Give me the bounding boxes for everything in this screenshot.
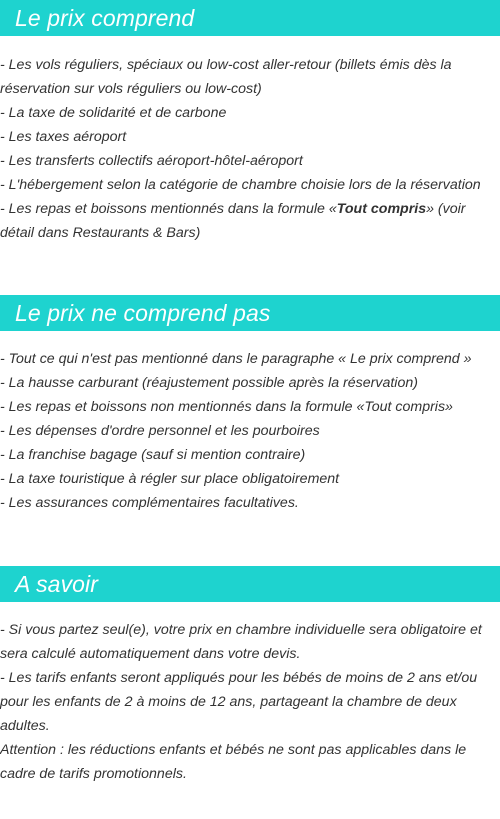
meals-prefix: - Les repas et boissons mentionnés dans la formule « xyxy=(0,201,337,217)
section-title-good-to-know: A savoir xyxy=(0,566,500,602)
list-item: - La taxe touristique à régler sur place obligatoirement xyxy=(0,471,340,487)
section-body-good-to-know xyxy=(0,618,500,786)
list-item: - Les vols réguliers, spéciaux ou low-cost aller-retour (billets émis dès la réservation sur vols réguliers ou low-cost) xyxy=(0,57,452,97)
list-item: - Tout ce qui n'est pas mentionné dans le paragraphe « Le prix comprend » xyxy=(0,351,472,367)
section-price-excludes xyxy=(0,295,500,515)
list-item: - Les repas et boissons non mentionnés dans la formule «Tout compris» xyxy=(0,399,453,415)
list-item: - Si vous partez seul(e), votre prix en chambre individuelle sera obligatoire et sera calculé automatiquement dans votre devis. xyxy=(0,622,482,662)
list-item: - Les taxes aéroport xyxy=(0,129,127,145)
list-item: - Les tarifs enfants seront appliqués pour les bébés de moins de 2 ans et/ou pour les enfants de 2 à moins de 12 ans, partageant la chambre de deux adultes. xyxy=(0,670,478,734)
list-item: Attention : les réductions enfants et bébés ne sont pas applicables dans le cadre de tarifs promotionnels. xyxy=(0,742,467,782)
list-item: - L'hébergement selon la catégorie de chambre choisie lors de la réservation xyxy=(0,177,481,193)
section-body-price-excludes xyxy=(0,347,500,515)
list-item: - La franchise bagage (sauf si mention contraire) xyxy=(0,447,306,463)
list-item: - La hausse carburant (réajustement possible après la réservation) xyxy=(0,375,418,391)
meals-suffix: » (voir détail dans Restaurants & Bars) xyxy=(0,201,466,241)
list-item: - Les dépenses d'ordre personnel et les pourboires xyxy=(0,423,320,439)
list-item: - La taxe de solidarité et de carbone xyxy=(0,105,227,121)
list-item: - Les assurances complémentaires facultatives. xyxy=(0,495,299,511)
section-title-price-includes: Le prix comprend xyxy=(0,0,500,36)
section-title-price-excludes: Le prix ne comprend pas xyxy=(0,295,500,331)
section-price-includes xyxy=(0,0,500,245)
list-item: - Les transferts collectifs aéroport-hôtel-aéroport xyxy=(0,153,303,169)
section-good-to-know xyxy=(0,566,500,786)
meals-bold-formula: Tout compris xyxy=(336,201,427,217)
section-body-price-includes xyxy=(0,53,500,245)
list-item-meals xyxy=(0,197,498,245)
